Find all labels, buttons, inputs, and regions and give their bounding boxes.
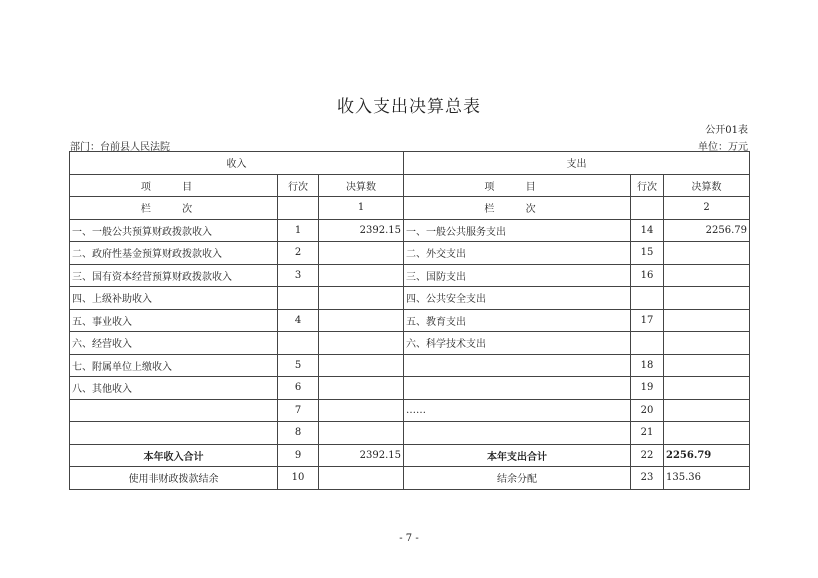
income-amount-cell xyxy=(319,354,404,377)
income-amount-cell: 2392.15 xyxy=(319,444,404,467)
income-section-header: 收入 xyxy=(70,152,404,175)
income-item-cell: 使用非财政拨款结余 xyxy=(70,467,278,490)
expense-amount-cell xyxy=(664,354,750,377)
expense-item-cell: …… xyxy=(404,399,631,422)
income-amount-cell xyxy=(319,399,404,422)
income-amount-cell xyxy=(319,332,404,355)
income-line-cell: 4 xyxy=(278,309,319,332)
expense-amount-header: 决算数 xyxy=(664,174,750,197)
income-line-header: 行次 xyxy=(278,174,319,197)
expense-amount-cell xyxy=(664,264,750,287)
income-amount-cell xyxy=(319,422,404,445)
section-header-row xyxy=(70,152,750,175)
income-amount-cell xyxy=(319,242,404,265)
expense-item-cell: 五、教育支出 xyxy=(404,309,631,332)
table-row xyxy=(70,287,750,310)
expense-item-cell: 三、国防支出 xyxy=(404,264,631,287)
income-line-cell: 10 xyxy=(278,467,319,490)
expense-amount-cell xyxy=(664,332,750,355)
expense-line-header: 行次 xyxy=(631,174,664,197)
income-item-cell: 四、上级补助收入 xyxy=(70,287,278,310)
table-row xyxy=(70,242,750,265)
budget-summary-table xyxy=(69,151,750,490)
expense-item-cell xyxy=(404,354,631,377)
expense-item-cell: 六、科学技术支出 xyxy=(404,332,631,355)
income-line-cell: 8 xyxy=(278,422,319,445)
expense-item-cell xyxy=(404,377,631,400)
income-line-cell: 6 xyxy=(278,377,319,400)
income-column-number: 1 xyxy=(319,197,404,220)
expense-item-cell: 本年支出合计 xyxy=(404,444,631,467)
expense-item-cell: 结余分配 xyxy=(404,467,631,490)
income-amount-cell xyxy=(319,467,404,490)
expense-section-header: 支出 xyxy=(404,152,750,175)
expense-line-cell: 19 xyxy=(631,377,664,400)
table-row xyxy=(70,399,750,422)
page-title: 收入支出决算总表 xyxy=(337,97,481,117)
income-line-index xyxy=(278,197,319,220)
income-amount-cell xyxy=(319,309,404,332)
expense-line-cell: 16 xyxy=(631,264,664,287)
expense-amount-cell xyxy=(664,309,750,332)
expense-line-cell: 14 xyxy=(631,219,664,242)
expense-line-cell: 15 xyxy=(631,242,664,265)
income-item-cell: 七、附属单位上缴收入 xyxy=(70,354,278,377)
column-header-row xyxy=(70,174,750,197)
total-row xyxy=(70,444,750,467)
expense-item-cell: 四、公共安全支出 xyxy=(404,287,631,310)
page-number: - 7 - xyxy=(399,533,419,544)
income-item-cell: 六、经营收入 xyxy=(70,332,278,355)
expense-line-cell: 20 xyxy=(631,399,664,422)
expense-amount-cell: 2256.79 xyxy=(664,219,750,242)
expense-amount-cell xyxy=(664,242,750,265)
expense-item-cell: 二、外交支出 xyxy=(404,242,631,265)
expense-amount-cell xyxy=(664,287,750,310)
table-row xyxy=(70,309,750,332)
form-number: 公开01表 xyxy=(705,125,748,136)
income-item-cell: 本年收入合计 xyxy=(70,444,278,467)
income-line-cell: 9 xyxy=(278,444,319,467)
column-index-row xyxy=(70,197,750,220)
income-amount-cell xyxy=(319,287,404,310)
expense-line-cell xyxy=(631,287,664,310)
expense-line-cell: 22 xyxy=(631,444,664,467)
table-row xyxy=(70,354,750,377)
department-label: 部门：台前县人民法院 xyxy=(70,142,170,153)
expense-item-header: 项 目 xyxy=(404,174,631,197)
income-amount-cell: 2392.15 xyxy=(319,219,404,242)
income-line-cell: 3 xyxy=(278,264,319,287)
income-item-cell: 八、其他收入 xyxy=(70,377,278,400)
expense-line-cell: 18 xyxy=(631,354,664,377)
expense-amount-cell xyxy=(664,399,750,422)
income-line-cell: 2 xyxy=(278,242,319,265)
expense-amount-cell xyxy=(664,377,750,400)
income-line-cell: 7 xyxy=(278,399,319,422)
income-column-label: 栏 次 xyxy=(70,197,278,220)
table-row xyxy=(70,332,750,355)
income-item-cell xyxy=(70,399,278,422)
unit-label: 单位：万元 xyxy=(698,142,748,153)
table-row xyxy=(70,422,750,445)
income-item-header: 项 目 xyxy=(70,174,278,197)
expense-column-label: 栏 次 xyxy=(404,197,631,220)
income-line-cell: 5 xyxy=(278,354,319,377)
table-row xyxy=(70,377,750,400)
expense-line-index xyxy=(631,197,664,220)
income-amount-header: 决算数 xyxy=(319,174,404,197)
expense-amount-cell: 135.36 xyxy=(664,467,750,490)
income-line-cell xyxy=(278,332,319,355)
expense-line-cell: 23 xyxy=(631,467,664,490)
income-item-cell: 三、国有资本经营预算财政拨款收入 xyxy=(70,264,278,287)
income-line-cell: 1 xyxy=(278,219,319,242)
table-row xyxy=(70,264,750,287)
income-item-cell: 二、政府性基金预算财政拨款收入 xyxy=(70,242,278,265)
expense-amount-cell xyxy=(664,422,750,445)
income-amount-cell xyxy=(319,264,404,287)
income-item-cell: 一、一般公共预算财政拨款收入 xyxy=(70,219,278,242)
income-item-cell xyxy=(70,422,278,445)
income-line-cell xyxy=(278,287,319,310)
income-item-cell: 五、事业收入 xyxy=(70,309,278,332)
expense-line-cell: 17 xyxy=(631,309,664,332)
expense-amount-cell: 2256.79 xyxy=(664,444,750,467)
expense-line-cell xyxy=(631,332,664,355)
income-amount-cell xyxy=(319,377,404,400)
balance-row xyxy=(70,467,750,490)
expense-item-cell xyxy=(404,422,631,445)
expense-item-cell: 一、一般公共服务支出 xyxy=(404,219,631,242)
table-row xyxy=(70,219,750,242)
expense-line-cell: 21 xyxy=(631,422,664,445)
expense-column-number: 2 xyxy=(664,197,750,220)
